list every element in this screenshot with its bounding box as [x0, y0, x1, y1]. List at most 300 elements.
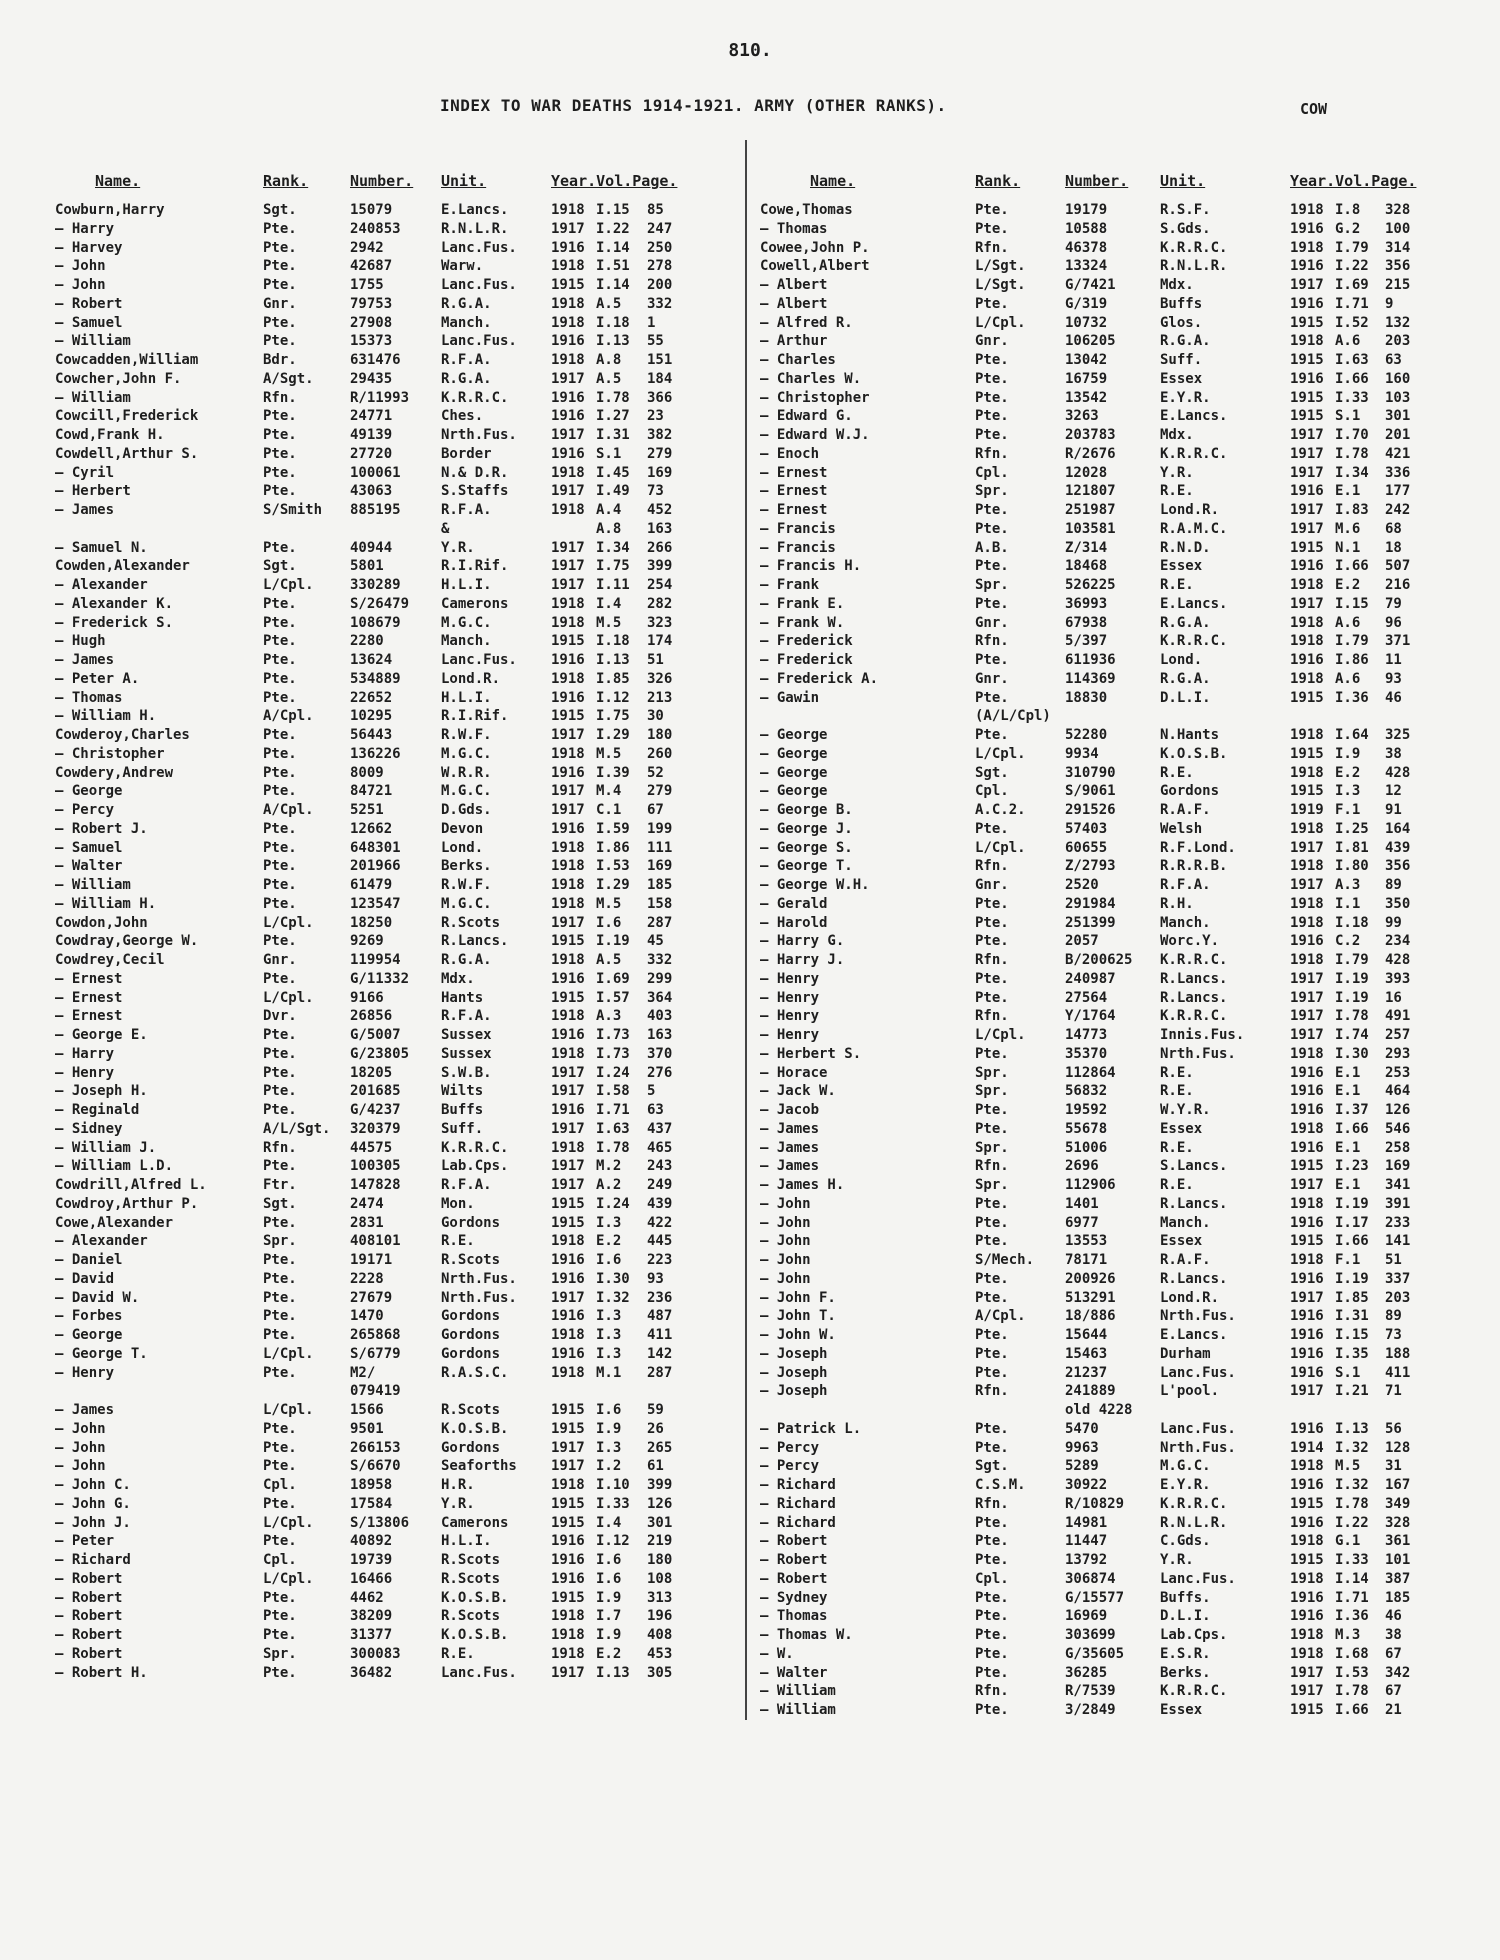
entry-year: 1915	[1290, 1552, 1324, 1568]
entry-year: 1916	[1290, 1589, 1324, 1606]
entry-rank: Pte.	[975, 1627, 1009, 1643]
entry-number: 60655	[1065, 839, 1108, 856]
entry-unit: R.Scots	[441, 914, 501, 931]
entry-year: 1918	[551, 352, 585, 368]
entry-volume: I.6	[596, 1402, 622, 1418]
entry-page: 169	[647, 464, 673, 481]
entry-number: 121807	[1065, 483, 1116, 500]
entry-year: 1916	[551, 239, 585, 256]
entry-unit: Berks.	[1160, 1664, 1211, 1681]
entry-page: 67	[1385, 1645, 1402, 1662]
entry-page: 236	[647, 1289, 673, 1306]
entry-number: 9501	[350, 1420, 384, 1437]
entry-rank: Pte.	[263, 1270, 297, 1287]
entry-rank: Pte.	[263, 970, 297, 987]
entry-rank: Gnr.	[975, 614, 1009, 631]
entry-unit: N.& D.R.	[441, 464, 509, 481]
entry-number: 5/397	[1065, 633, 1108, 650]
entry-page: 349	[1385, 1495, 1411, 1512]
entry-page: 266	[647, 539, 673, 556]
entry-page: 421	[1385, 445, 1411, 462]
entry-page: 12	[1385, 783, 1402, 800]
entry-page: 399	[647, 558, 673, 575]
entry-year: 1914	[1290, 1439, 1324, 1456]
entry-number: 12662	[350, 820, 393, 837]
entry-number: 2831	[350, 1214, 384, 1231]
entry-page: 364	[647, 989, 673, 1006]
entry-name: — James	[55, 652, 115, 668]
entry-rank: Pte.	[263, 727, 297, 743]
entry-name: Cowdrill,Alfred L.	[55, 1177, 207, 1193]
entry-number: Z/2793	[1065, 858, 1116, 875]
entry-unit: Essex	[1160, 370, 1203, 387]
entry-number: 13542	[1065, 389, 1108, 406]
entry-page: 301	[1385, 408, 1411, 425]
entry-volume: I.73	[596, 1027, 630, 1043]
entry-year: 1915	[551, 1195, 585, 1212]
entry-volume: I.33	[1335, 1552, 1369, 1568]
entry-rank: S/Mech.	[975, 1252, 1035, 1268]
entry-year: 1916	[1290, 220, 1324, 237]
entry-unit: Manch.	[441, 633, 492, 650]
entry-name: — Robert	[55, 1589, 123, 1606]
entry-unit: Gordons	[441, 1214, 501, 1231]
entry-volume: I.14	[1335, 1570, 1369, 1587]
entry-number: 40944	[350, 539, 393, 556]
entry-rank: Pte.	[263, 258, 297, 275]
entry-unit: R.E.	[1160, 1064, 1194, 1081]
entry-unit: M.G.C.	[441, 614, 492, 631]
entry-page: 299	[647, 970, 673, 987]
entry-number: 123547	[350, 895, 401, 912]
entry-unit: Nrth.Fus.	[441, 1270, 517, 1287]
entry-number: 13624	[350, 652, 393, 668]
entry-unit: Lanc.Fus.	[441, 239, 517, 256]
entry-unit: R.F.A.	[441, 502, 492, 518]
entry-page: 428	[1385, 764, 1411, 781]
entry-rank: Pte.	[975, 595, 1009, 612]
entry-unit: M.G.C.	[441, 783, 492, 800]
entry-year: 1915	[551, 1214, 585, 1231]
entry-name: — Samuel	[55, 314, 123, 331]
entry-rank: Rfn.	[975, 1008, 1009, 1025]
entry-year: 1916	[551, 652, 585, 668]
entry-year: 1917	[1290, 277, 1324, 293]
entry-number: 8009	[350, 764, 384, 781]
entry-page: 174	[647, 633, 673, 650]
entry-unit: Lond.	[441, 839, 484, 856]
entry-volume: I.21	[1335, 1383, 1369, 1400]
entry-rank: Pte.	[975, 1327, 1009, 1343]
entry-page: 253	[1385, 1064, 1411, 1081]
entry-rank: Pte.	[263, 539, 297, 556]
entry-number: 119954	[350, 952, 401, 968]
entry-number: 14773	[1065, 1027, 1108, 1043]
entry-unit: Y.R.	[441, 539, 475, 556]
header-unit: Unit.	[1160, 172, 1206, 190]
entry-volume: I.73	[596, 1045, 630, 1062]
entry-year: 1915	[1290, 1702, 1324, 1718]
entry-page: 67	[1385, 1683, 1402, 1700]
entry-unit: Buffs	[1160, 295, 1203, 312]
entry-name: — William	[760, 1683, 836, 1700]
entry-page: 142	[647, 1345, 673, 1362]
entry-number: 57403	[1065, 820, 1108, 837]
entry-unit: R.E.	[1160, 1177, 1194, 1193]
header-number: Number.	[1065, 172, 1129, 190]
entry-volume: M.6	[1335, 520, 1361, 537]
entry-number: 36993	[1065, 595, 1108, 612]
entry-name: — Peter	[55, 1533, 115, 1550]
entry-unit: S.W.B.	[441, 1064, 492, 1081]
entry-volume: I.63	[596, 1120, 630, 1137]
entry-unit: R.G.A.	[441, 295, 492, 312]
entry-name: — Harvey	[55, 239, 123, 256]
entry-rank: Pte.	[975, 989, 1009, 1006]
entry-name: — Albert	[760, 277, 828, 293]
entry-volume: A.3	[596, 1008, 622, 1025]
entry-volume: A.5	[596, 952, 622, 968]
entry-year: 1918	[1290, 614, 1324, 631]
entry-volume: I.31	[596, 427, 630, 443]
entry-name: — Thomas	[760, 1608, 828, 1625]
entry-rank: Pte.	[263, 1420, 297, 1437]
entry-number: 42687	[350, 258, 393, 275]
entry-rank: Pte.	[263, 314, 297, 331]
entry-page: 185	[1385, 1589, 1411, 1606]
entry-number: 885195	[350, 502, 401, 518]
entry-page: 408	[647, 1627, 673, 1643]
entry-unit: D.Gds.	[441, 802, 492, 818]
entry-rank: A/Cpl.	[975, 1308, 1026, 1325]
entry-unit: R.E.	[1160, 483, 1194, 500]
entry-rank: S/Smith	[263, 502, 323, 518]
entry-name: — John	[55, 277, 106, 293]
entry-volume: I.79	[1335, 952, 1369, 968]
entry-rank: L/Cpl.	[263, 989, 314, 1006]
entry-volume: I.57	[596, 989, 630, 1006]
entry-page: 9	[1385, 295, 1394, 312]
entry-volume: S.1	[596, 445, 622, 462]
entry-number: 10295	[350, 708, 393, 725]
entry-year: 1915	[1290, 539, 1324, 556]
entry-page: 203	[1385, 333, 1411, 350]
entry-number: 19179	[1065, 202, 1108, 218]
entry-name: — Forbes	[55, 1308, 123, 1325]
entry-number: R/7539	[1065, 1683, 1116, 1700]
entry-unit: K.R.R.C.	[1160, 445, 1228, 462]
entry-year: 1917	[1290, 1383, 1324, 1400]
entry-volume: I.3	[1335, 783, 1361, 800]
entry-unit: Hants	[441, 989, 484, 1006]
entry-page: 249	[647, 1177, 673, 1193]
entry-year: 1918	[551, 595, 585, 612]
entry-name: Cowderoy,Charles	[55, 727, 190, 743]
entry-rank: Pte.	[263, 1027, 297, 1043]
entry-name: — Frederick	[760, 652, 853, 668]
entry-number: 100305	[350, 1158, 401, 1175]
entry-unit: Y.R.	[441, 1495, 475, 1512]
entry-volume: I.85	[596, 670, 630, 687]
entry-year: 1918	[1290, 914, 1324, 931]
entry-page: 411	[1385, 1364, 1411, 1381]
entry-year: 1916	[1290, 295, 1324, 312]
entry-name: — Frederick S.	[55, 614, 174, 631]
entry-rank: Pte.	[263, 1158, 297, 1175]
entry-year: 1918	[551, 877, 585, 893]
entry-name: — John G.	[55, 1495, 131, 1512]
entry-volume: I.13	[596, 333, 630, 350]
entry-name: — Frank W.	[760, 614, 845, 631]
entry-page: 464	[1385, 1083, 1411, 1100]
entry-number: 11447	[1065, 1533, 1108, 1550]
entry-page: 93	[1385, 670, 1402, 687]
entry-name: — Robert J.	[55, 820, 148, 837]
entry-year: 1917	[551, 577, 585, 593]
entry-unit: R.R.R.B.	[1160, 858, 1228, 875]
entry-volume: I.36	[1335, 689, 1369, 706]
entry-rank: Pte.	[975, 895, 1009, 912]
entry-number: 13792	[1065, 1552, 1108, 1568]
entry-unit: E.Lancs.	[1160, 1327, 1228, 1343]
entry-year: 1917	[551, 370, 585, 387]
entry-volume: I.75	[596, 558, 630, 575]
entry-rank: Pte.	[975, 1045, 1009, 1062]
entry-volume: I.3	[596, 1308, 622, 1325]
entry-unit: Berks.	[441, 858, 492, 875]
entry-number: 16969	[1065, 1608, 1108, 1625]
entry-page: 141	[1385, 1233, 1411, 1250]
entry-page: 71	[1385, 1383, 1402, 1400]
entry-rank: L/Cpl.	[263, 1570, 314, 1587]
entry-name: — John	[760, 1195, 811, 1212]
entry-rank: L/Cpl.	[975, 314, 1026, 331]
entry-number: 291526	[1065, 802, 1116, 818]
entry-volume: I.22	[1335, 258, 1369, 275]
entry-unit: Lanc.Fus.	[441, 277, 517, 293]
entry-unit: E.Y.R.	[1160, 1477, 1211, 1493]
entry-volume: A.6	[1335, 333, 1361, 350]
entry-year: 1918	[1290, 1645, 1324, 1662]
entry-volume: I.14	[596, 277, 630, 293]
entry-page: 38	[1385, 1627, 1402, 1643]
entry-rank: Cpl.	[975, 1570, 1009, 1587]
entry-unit: S.Lancs.	[1160, 1158, 1228, 1175]
entry-number: 1566	[350, 1402, 384, 1418]
entry-volume: I.71	[596, 1102, 630, 1118]
entry-year: 1915	[1290, 1158, 1324, 1175]
entry-page: 342	[1385, 1664, 1411, 1681]
entry-rank: Pte.	[975, 1214, 1009, 1231]
entry-name: — Peter A.	[55, 670, 140, 687]
entry-volume: I.63	[1335, 352, 1369, 368]
entry-name: — Robert	[760, 1570, 828, 1587]
entry-number: 112906	[1065, 1177, 1116, 1193]
entry-year: 1915	[1290, 389, 1324, 406]
entry-page: 111	[647, 839, 673, 856]
entry-name: — Samuel	[55, 839, 123, 856]
entry-page: 422	[647, 1214, 673, 1231]
entry-year: 1915	[1290, 352, 1324, 368]
entry-volume: I.53	[1335, 1664, 1369, 1681]
entry-rank: Cpl.	[263, 1477, 297, 1493]
entry-page: 452	[647, 502, 673, 518]
entry-page: 411	[647, 1327, 673, 1343]
entry-rank: Pte.	[975, 820, 1009, 837]
entry-rank: Spr.	[975, 1177, 1009, 1193]
entry-rank: Pte.	[263, 1327, 297, 1343]
entry-page: 293	[1385, 1045, 1411, 1062]
entry-page: 85	[647, 202, 664, 218]
entry-page: 233	[1385, 1214, 1411, 1231]
entry-volume: G.1	[1335, 1533, 1361, 1550]
entry-rank: Pte.	[263, 1308, 297, 1325]
entry-year: 1917	[551, 727, 585, 743]
entry-name: Cowd,Frank H.	[55, 427, 165, 443]
entry-page: 223	[647, 1252, 673, 1268]
entry-volume: M.3	[1335, 1627, 1361, 1643]
entry-name: — Francis	[760, 539, 836, 556]
entry-volume: I.6	[596, 1252, 622, 1268]
entry-page: 279	[647, 783, 673, 800]
entry-rank: Pte.	[975, 727, 1009, 743]
entry-rank: Spr.	[263, 1645, 297, 1662]
entry-volume: E.2	[596, 1233, 622, 1250]
entry-page: 16	[1385, 989, 1402, 1006]
entry-unit: Manch.	[1160, 914, 1211, 931]
entry-rank: Pte.	[263, 933, 297, 950]
entry-name: — Frank	[760, 577, 820, 593]
entry-name: — Gawin	[760, 689, 820, 706]
entry-number: 2696	[1065, 1158, 1099, 1175]
entry-volume: I.15	[596, 202, 630, 218]
entry-volume: I.11	[596, 577, 630, 593]
entry-number: 5251	[350, 802, 384, 818]
entry-number: 27908	[350, 314, 393, 331]
entry-number: 526225	[1065, 577, 1116, 593]
entry-rank: Sgt.	[263, 202, 297, 218]
entry-page: 160	[1385, 370, 1411, 387]
entry-rank: Pte.	[975, 220, 1009, 237]
entry-unit: R.I.Rif.	[441, 558, 509, 575]
entry-number: 21237	[1065, 1364, 1108, 1381]
entry-unit: R.F.A.	[441, 1177, 492, 1193]
entry-number: 6977	[1065, 1214, 1099, 1231]
entry-page: 219	[647, 1533, 673, 1550]
entry-year: 1916	[551, 820, 585, 837]
entry-page: 51	[647, 652, 664, 668]
entry-number: 10732	[1065, 314, 1108, 331]
entry-number: 56443	[350, 727, 393, 743]
entry-number: S/26479	[350, 595, 410, 612]
entry-rank: Gnr.	[975, 670, 1009, 687]
entry-year: 1916	[551, 1252, 585, 1268]
entry-number: 52280	[1065, 727, 1108, 743]
entry-rank: Spr.	[975, 1083, 1009, 1100]
entry-number: S/13806	[350, 1514, 410, 1531]
entry-volume: I.13	[1335, 1420, 1369, 1437]
entry-number: 38209	[350, 1608, 393, 1625]
entry-volume: A.3	[1335, 877, 1361, 893]
entry-year: 1917	[551, 1458, 585, 1475]
entry-unit: K.R.R.C.	[441, 1139, 509, 1156]
entry-volume: I.51	[596, 258, 630, 275]
entry-year: 1916	[1290, 1608, 1324, 1625]
entry-unit: Border	[441, 445, 492, 462]
entry-volume: I.59	[596, 820, 630, 837]
entry-year: 1917	[551, 1083, 585, 1100]
entry-unit: Essex	[1160, 558, 1203, 575]
entry-year: 1917	[551, 483, 585, 500]
entry-page: 67	[647, 802, 664, 818]
entry-page: 487	[647, 1308, 673, 1325]
entry-unit: D.L.I.	[1160, 689, 1211, 706]
entry-rank: Pte.	[975, 352, 1009, 368]
entry-page: 507	[1385, 558, 1411, 575]
entry-page: 325	[1385, 727, 1411, 743]
entry-number: 3/2849	[1065, 1702, 1116, 1718]
entry-rank: Pte.	[263, 652, 297, 668]
entry-rank: L/Cpl.	[263, 1402, 314, 1418]
entry-number: 310790	[1065, 764, 1116, 781]
entry-name: — James	[55, 502, 115, 518]
entry-volume: I.69	[1335, 277, 1369, 293]
entry-name: Cowcadden,William	[55, 352, 199, 368]
entry-number: 18250	[350, 914, 393, 931]
entry-page: 163	[647, 520, 673, 537]
entry-rank: Pte.	[975, 1664, 1009, 1681]
entry-name: — Gerald	[760, 895, 828, 912]
entry-page: 52	[647, 764, 664, 781]
entry-page: 169	[1385, 1158, 1411, 1175]
entry-volume: I.24	[596, 1064, 630, 1081]
entry-name: — Charles	[760, 352, 836, 368]
entry-volume: I.78	[1335, 1495, 1369, 1512]
entry-name: — George J.	[760, 820, 853, 837]
entry-page: 371	[1385, 633, 1411, 650]
entry-name: — David	[55, 1270, 115, 1287]
entry-unit: Nrth.Fus.	[1160, 1308, 1236, 1325]
entry-unit: H.L.I.	[441, 1533, 492, 1550]
entry-year: 1915	[1290, 783, 1324, 800]
entry-number: G/23805	[350, 1045, 410, 1062]
entry-year: 1918	[551, 295, 585, 312]
entry-page: 151	[647, 352, 673, 368]
entry-year: 1916	[1290, 558, 1324, 575]
entry-year: 1915	[551, 1402, 585, 1418]
entry-volume: I.71	[1335, 295, 1369, 312]
entry-unit: Buffs.	[1160, 1589, 1211, 1606]
entry-year: 1918	[551, 670, 585, 687]
entry-year: 1916	[551, 445, 585, 462]
entry-number: 36285	[1065, 1664, 1108, 1681]
entry-year: 1917	[1290, 1177, 1324, 1193]
entry-volume: I.12	[596, 1533, 630, 1550]
entry-rank: Pte.	[263, 1627, 297, 1643]
entry-page: 323	[647, 614, 673, 631]
entry-year: 1918	[551, 258, 585, 275]
entry-name: — William	[55, 389, 131, 406]
entry-number: 19739	[350, 1552, 393, 1568]
entry-unit: Glos.	[1160, 314, 1203, 331]
entry-unit: Lab.Cps.	[441, 1158, 509, 1175]
entry-number: 5470	[1065, 1420, 1099, 1437]
entry-year: 1918	[1290, 1458, 1324, 1475]
entry-volume: I.6	[596, 1570, 622, 1587]
entry-page: 184	[647, 370, 673, 387]
entry-volume: I.86	[596, 839, 630, 856]
entry-rank: Pte.	[263, 858, 297, 875]
